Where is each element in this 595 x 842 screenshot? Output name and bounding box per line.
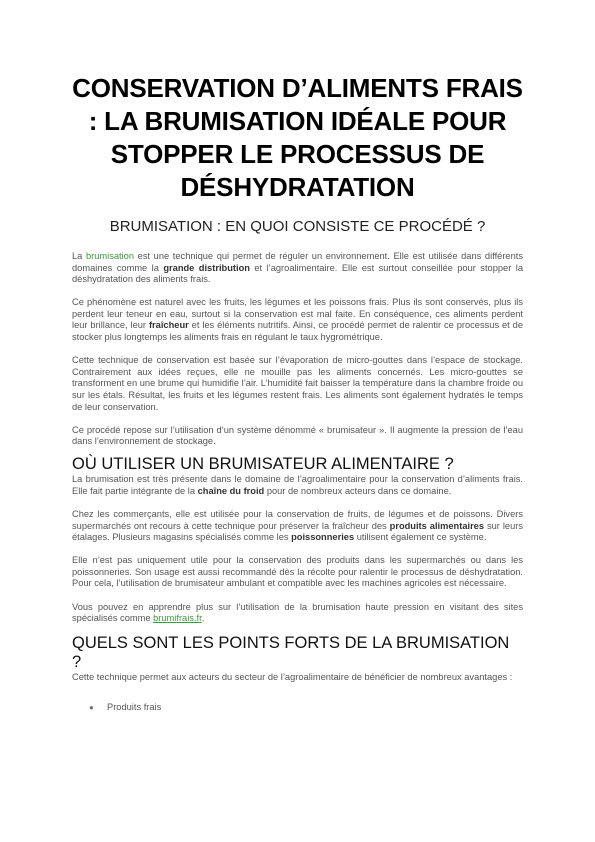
section-subtitle: BRUMISATION : EN QUOI CONSISTE CE PROCÉDÉ ?	[109, 218, 486, 235]
paragraph: Cette technique permet aux acteurs du secteur de l’agroalimentaire de bénéficier de nombreux avantages :	[72, 672, 513, 683]
section-brumisation	[72, 251, 523, 448]
paragraph: Cette technique de conservation est basée sur l’évaporation de micro-gouttes dans l’espace de stockage. Contrairement aux idées reçues, elle ne mouille pas les aliments concernés. Les micro-gouttes se transforment en une brume qui humidifie l’air. L’humidité fait baisser la température dans la chambre froide ou sur les étals. Résultat, les fruits et les légumes restent frais. Les aliments sont également hydratés le temps de leur conservation.	[72, 355, 523, 412]
section-where-to-use	[72, 455, 523, 624]
section-heading: OÙ UTILISER UN BRUMISATEUR ALIMENTAIRE ?	[72, 455, 454, 474]
paragraph: Ce phénomène est naturel avec les fruits, les légumes et les poissons frais. Plus ils sont conservés, plus ils perdent leur teneur en eau, surtout si la conservation est mal faite. En conséquence, ces aliments perdent leur brillance, leur fraîcheur et les éléments nutritifs. Ainsi, ce procédé permet de ralentir ce processus et de stocker plus longtemps les aliments frais en régulant le taux hygrométrique.	[72, 297, 524, 343]
paragraph: Chez les commerçants, elle est utilisée pour la conservation de fruits, de légumes et de poissons. Divers supermarchés ont recours à cette technique pour préserver la fraîcheur des produits alimentaires sur leurs étalages. Plusieurs magasins spécialisés comme les poissonneries utilisent également ce système.	[72, 509, 523, 543]
list-item: ● Produits frais	[89, 701, 162, 712]
section-strengths	[72, 634, 523, 713]
bullet-dot-icon: ●	[89, 702, 94, 712]
paragraph: Ce procédé repose sur l’utilisation d’un système dénommé « brumisateur ». Il augmente la pression de l’eau dans l’environnement de stockage.	[72, 424, 523, 447]
page-title: CONSERVATION D’ALIMENTS FRAIS : LA BRUMISATION IDÉALE POUR STOPPER LE PROCESSUS DE DÉSHYDRATATION	[72, 73, 523, 202]
brumifrais-link[interactable]: brumifrais.fr	[153, 613, 202, 624]
paragraph: La brumisation est une technique qui permet de réguler un environnement. Elle est utilisée dans différents domaines comme la grande distribution et l’agroalimentaire. Elle est surtout conseillée pour stopper la déshydratation des aliments frais.	[72, 251, 524, 285]
advantages-list	[72, 702, 523, 714]
paragraph: Elle n’est pas uniquement utile pour la conservation des produits dans les supermarchés ou dans les poissonneries. Son usage est aussi recommandé dès la récolte pour ralentir le processus de déshydratation. Pour cela, l’utilisation de brumisateur ambulant et compatible avec les machines agricoles est nécessaire.	[72, 555, 523, 589]
paragraph: La brumisation est très présente dans le domaine de l’agroalimentaire pour la conservation d’aliments frais. Elle fait partie intégrante de la chaîne du froid pour de nombreux acteurs dans ce domaine.	[72, 474, 523, 496]
brumisation-link[interactable]: brumisation	[85, 251, 135, 261]
section-heading: QUELS SONT LES POINTS FORTS DE LA BRUMISATION ?	[72, 634, 510, 672]
paragraph: Vous pouvez en apprendre plus sur l’utilisation de la brumisation haute pression en visitant des sites spécialisés comme brumifrais.fr.	[72, 601, 523, 624]
